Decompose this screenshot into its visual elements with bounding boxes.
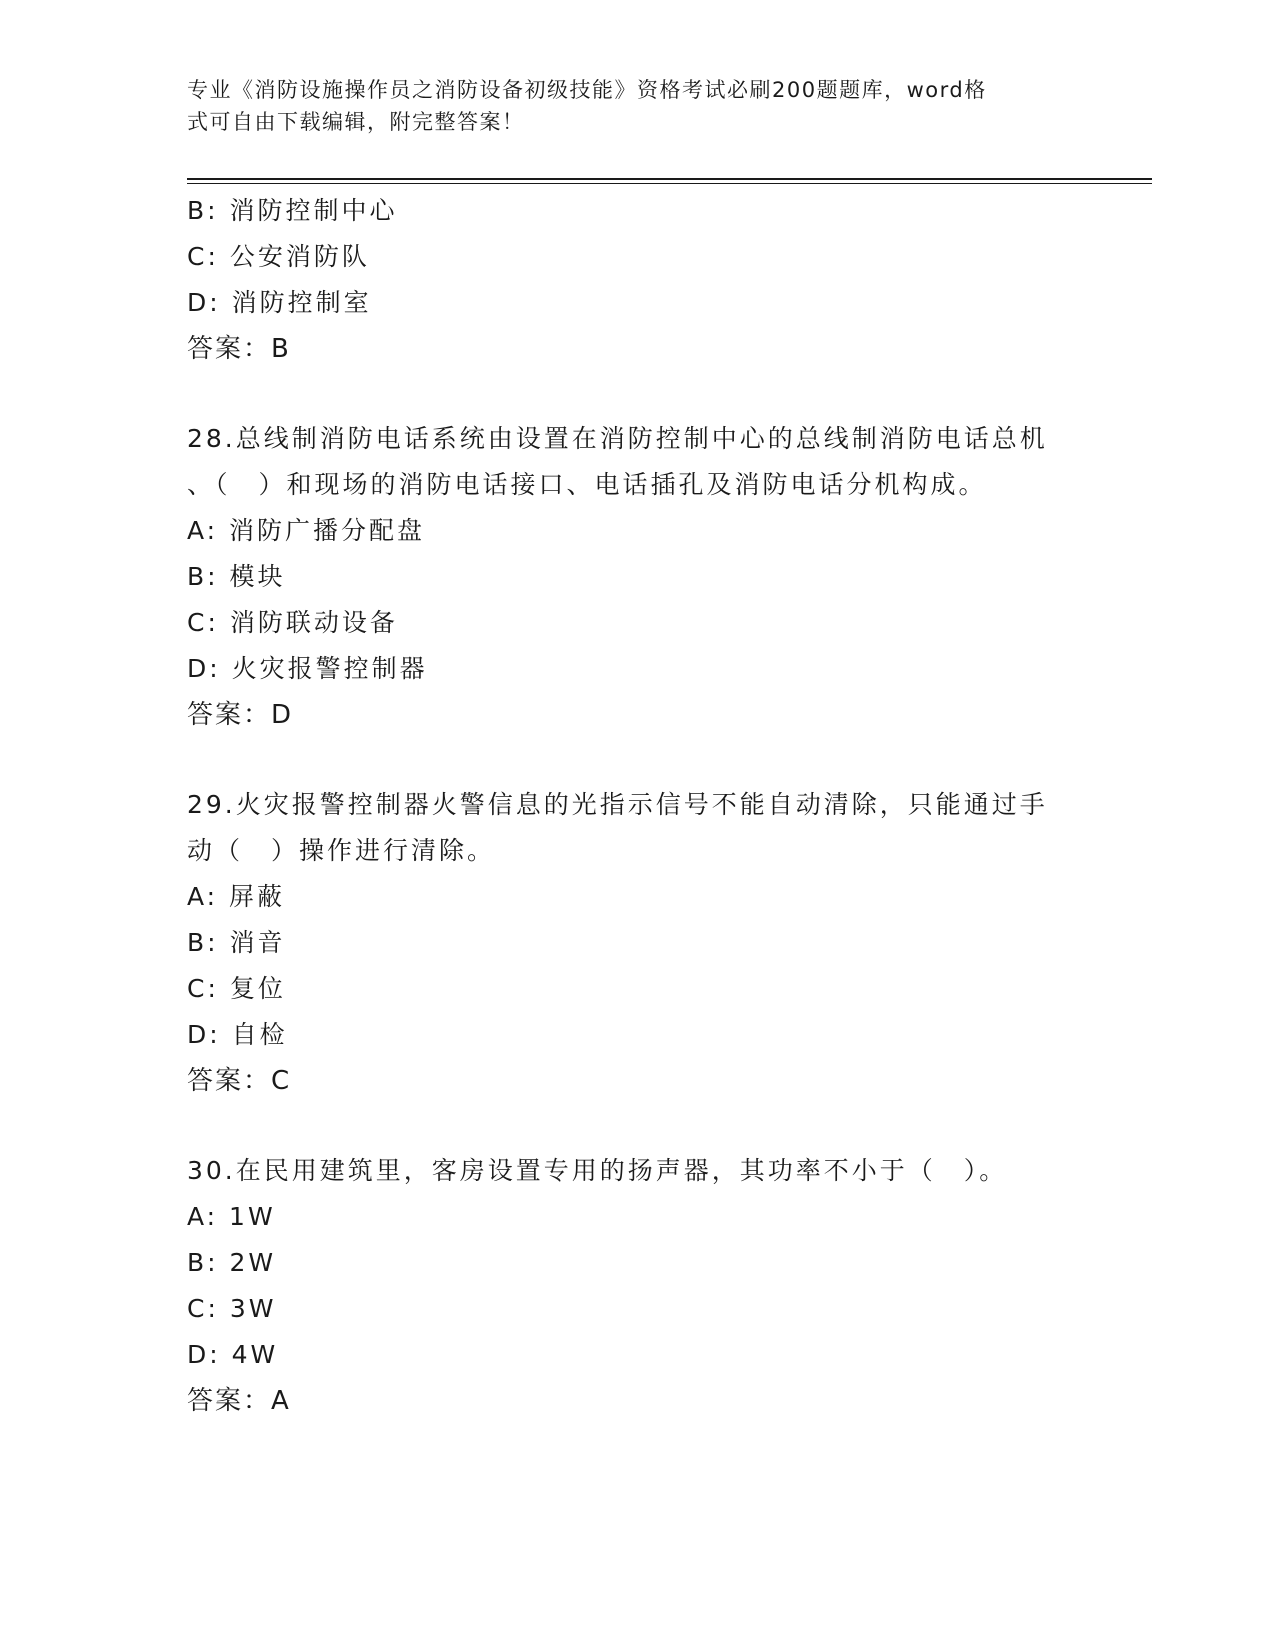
option-b: B: 消防控制中心 [187,196,398,225]
option-d: D: 自检 [187,1020,288,1049]
answer-label: 答案：B [187,334,291,364]
question-title: 28.总线制消防电话系统由设置在消防控制中心的总线制消防电话总机 [187,424,1048,453]
question-title-cont: 动（ ）操作进行清除。 [187,836,496,865]
option-b: B: 模块 [187,562,286,591]
question-30 [187,1148,1107,1424]
option-b: B: 2W [187,1248,277,1277]
header-line-2: 式可自由下载编辑，附完整答案！ [187,110,525,134]
option-d: D: 火灾报警控制器 [187,654,428,683]
option-c: C: 复位 [187,974,286,1003]
option-c: C: 公安消防队 [187,242,370,271]
option-b: B: 消音 [187,928,286,957]
question-title: 30.在民用建筑里，客房设置专用的扬声器，其功率不小于（ ）。 [187,1156,1008,1185]
answer-label: 答案：D [187,700,294,730]
option-a: A: 1W [187,1202,276,1231]
option-d: D: 4W [187,1340,279,1369]
answer-label: 答案：A [187,1386,291,1416]
option-a: A: 消防广播分配盘 [187,516,426,545]
header-line-1: 专业《消防设施操作员之消防设备初级技能》资格考试必刷200题题库，word格 [187,78,987,102]
option-c: C: 消防联动设备 [187,608,398,637]
question-list [187,188,1107,1424]
header-divider [187,178,1152,184]
document-header [187,74,1067,138]
option-d: D: 消防控制室 [187,288,372,317]
answer-label: 答案：C [187,1066,292,1096]
option-c: C: 3W [187,1294,277,1323]
question-27-tail [187,188,1107,372]
question-title: 29.火灾报警控制器火警信息的光指示信号不能自动清除，只能通过手 [187,790,1048,819]
question-29 [187,782,1107,1104]
option-a: A: 屏蔽 [187,882,286,911]
question-28 [187,416,1107,738]
question-title-cont: 、（ ）和现场的消防电话接口、电话插孔及消防电话分机构成。 [187,470,987,499]
